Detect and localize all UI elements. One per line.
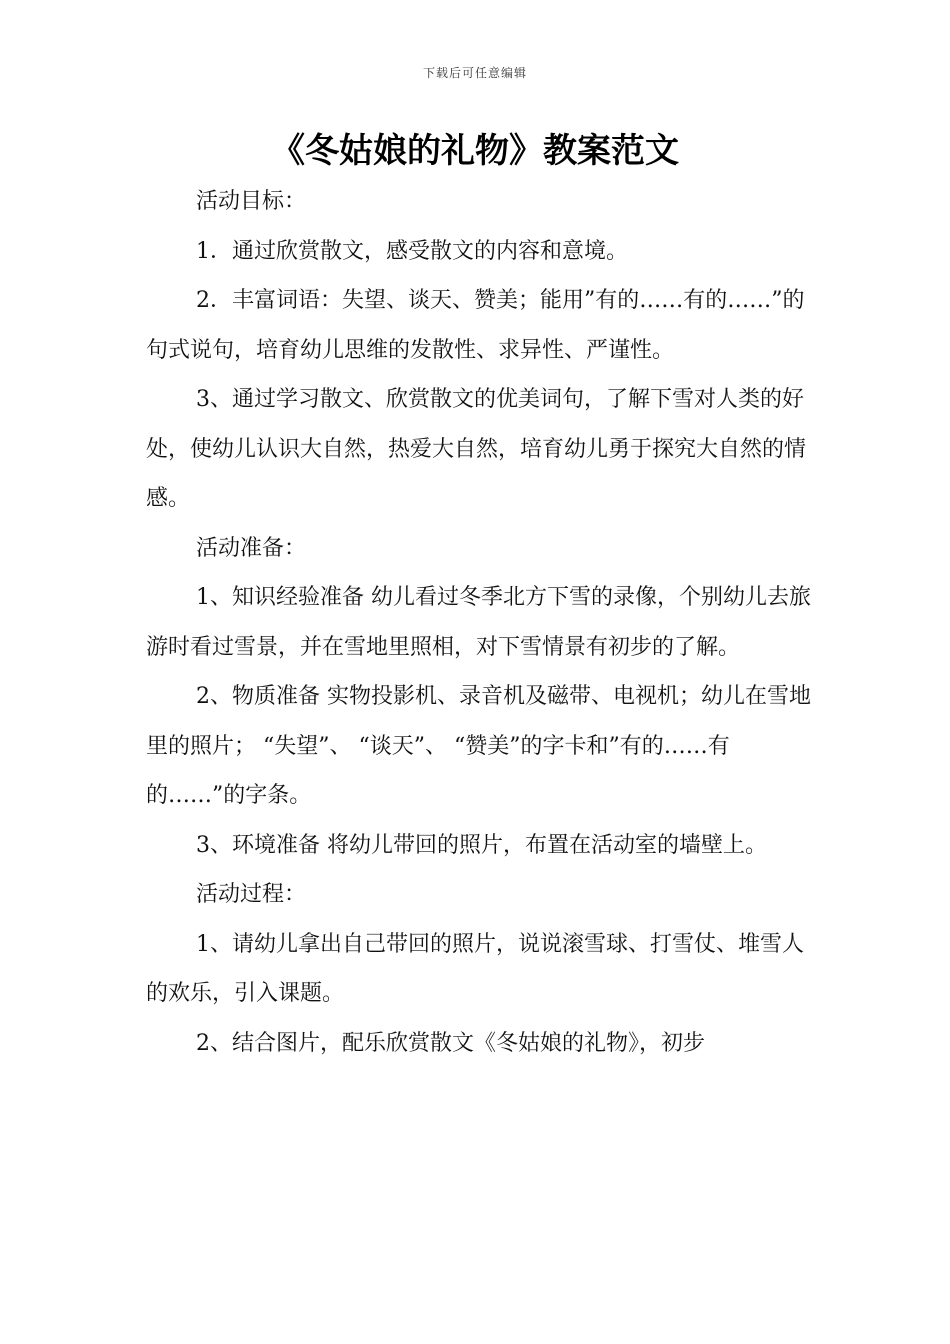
prep-item-3: 3、环境准备 将幼儿带回的照片，布置在活动室的墙壁上。 [196, 832, 767, 858]
document-body [146, 177, 814, 1068]
page-header: 下载后可任意编辑 [422, 66, 527, 80]
document-title: 《冬姑娘的礼物》教案范文 [271, 131, 679, 171]
process-item-1: 1、请幼儿拿出自己带回的照片，说说滚雪球、打雪仗、堆雪人的欢乐，引入课题。 [146, 931, 804, 1006]
process-heading: 活动过程： [196, 882, 307, 907]
goal-item-1: 1．通过欣赏散文，感受散文的内容和意境。 [196, 238, 628, 264]
goal-item-3: 3、通过学习散文、欣赏散文的优美词句，了解下雪对人类的好处，使幼儿认识大自然，热爱大自然，培育幼儿勇于探究大自然的情感。 [146, 387, 807, 511]
prep-item-2: 2、物质准备 实物投影机、录音机及磁带、电视机；幼儿在雪地里的照片； “失望”、 “谈天”、 “赞美”的字卡和”有的……有的……”的字条。 [146, 684, 811, 808]
goal-item-2: 2．丰富词语：失望、谈天、赞美；能用”有的……有的……”的句式说句，培育幼儿思维的发散性、求异性、严谨性。 [146, 288, 805, 363]
goal-heading: 活动目标： [196, 189, 307, 214]
prep-item-1: 1、知识经验准备 幼儿看过冬季北方下雪的录像，个别幼儿去旅游时看过雪景，并在雪地里照相，对下雪情景有初步的了解。 [146, 585, 811, 660]
prep-heading: 活动准备： [196, 535, 307, 561]
process-item-2: 2、结合图片，配乐欣赏散文《冬姑娘的礼物》，初步 [196, 1030, 705, 1056]
